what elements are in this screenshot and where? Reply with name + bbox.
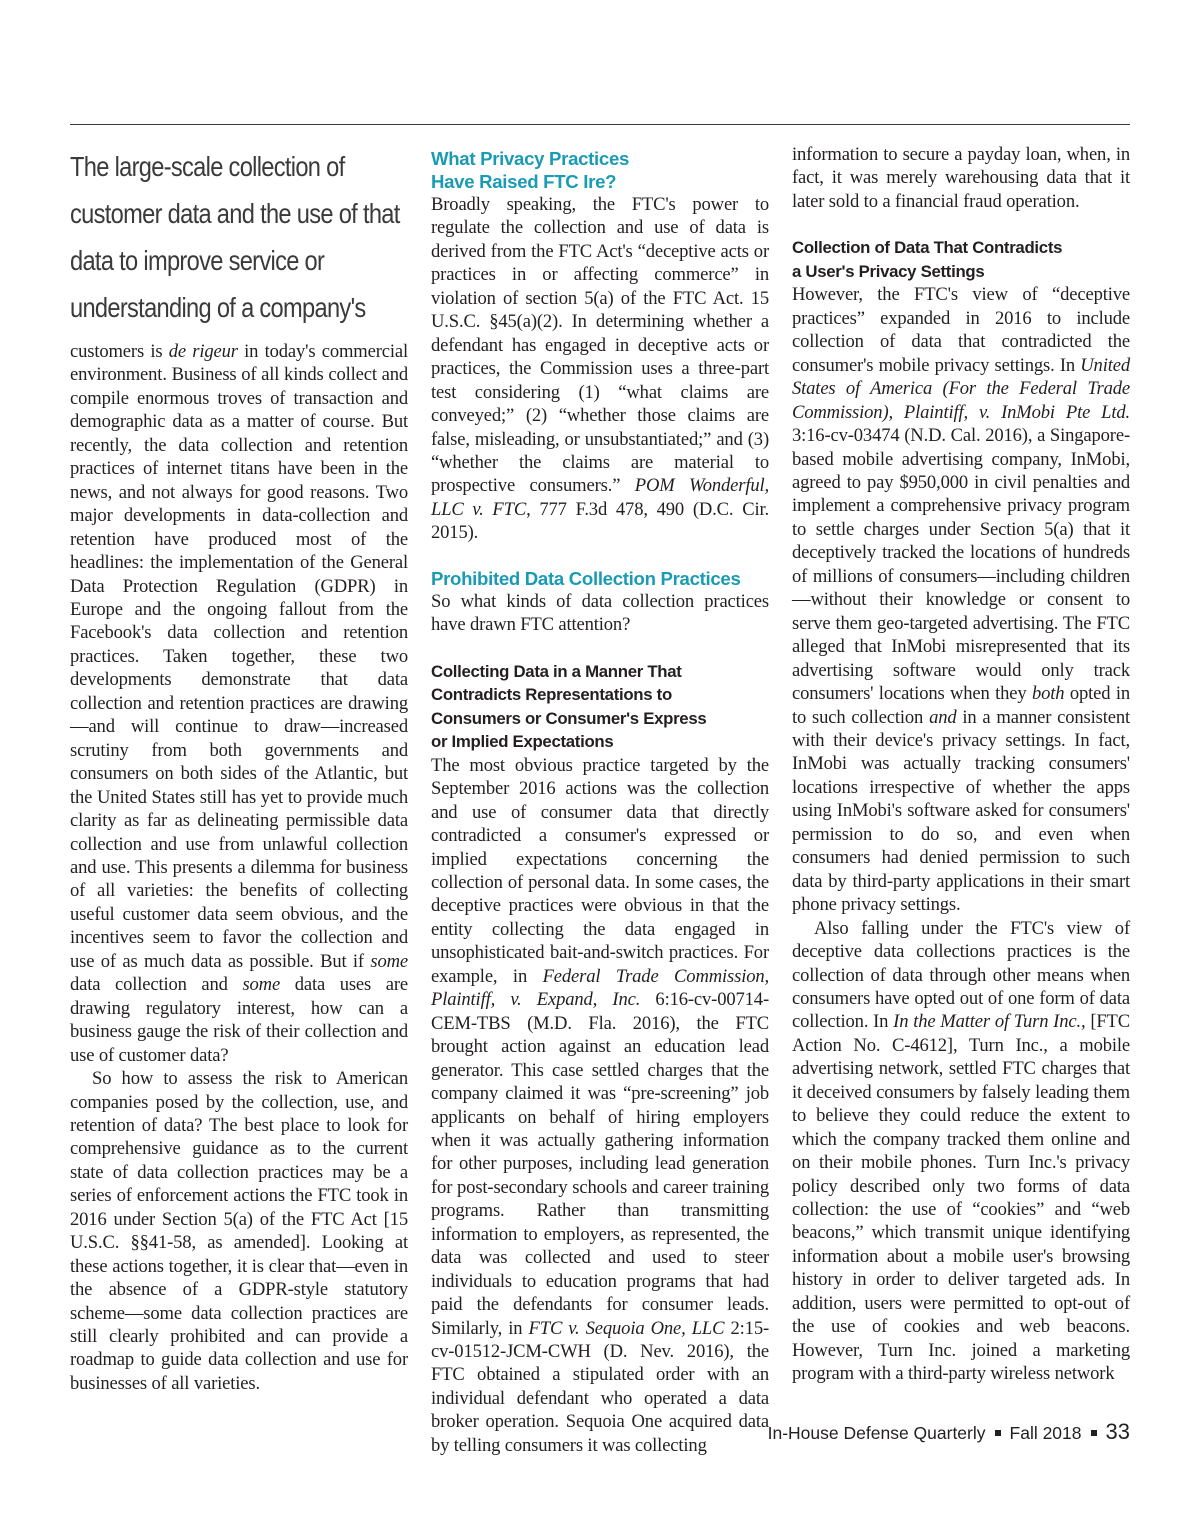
page-number: 33: [1105, 1419, 1130, 1444]
ftc-power-paragraph: Broadly speaking, the FTC's power to regulate the collection and use of data is derived from the FTC Act's “deceptive acts or practices in or affecting commerce” in violation of section 5(a) of the FTC Act. 15 U.S.C. §45(a)(2). In determining whether a defendant has engaged in deceptive acts or practices, the Commission uses a three-part test considering (1) “what claims are conveyed;” (2) “whether those claims are false, misleading, or unsubstantiated;” and (3) “whether the claims are material to prospective consumers.” POM Wonderful, LLC v. FTC, 777 F.3d 478, 490 (D.C. Cir. 2015).: [431, 194, 769, 544]
section-heading-privacy-practices: What Privacy Practices Have Raised FTC Ire?: [431, 148, 630, 192]
subheading-contradicts-representations: Collecting Data in a Manner That Contradicts Representations to Consumers or Consumer's Express or Implied Expectations: [431, 661, 707, 752]
column-2: [431, 147, 769, 1457]
square-bullet-icon: [995, 1430, 1001, 1436]
subheading-privacy-settings: Collection of Data That Contradicts a User's Privacy Settings: [792, 238, 1063, 281]
section-heading-prohibited-practices: Prohibited Data Collection Practices: [431, 567, 741, 589]
obvious-practice-paragraph: The most obvious practice targeted by the September 2016 actions was the collection and use of consumer data that directly contradicted a consumer's expressed or implied expectations concerning the collection of personal data. In some cases, the deceptive practices were obvious in that the entity collecting the data engaged in unsophisticated bait-and-switch practices. For example, in Federal Trade Commission, Plaintiff, v. Expand, Inc. 6:16-cv-00714-CEM-TBS (M.D. Fla. 2016), the FTC brought action against an education lead generator. This case settled charges that the company claimed it was “pre-screening” job applicants on behalf of hiring employers when it was actually gathering information for other purposes, including lead generation for post-secondary schools and career training programs. Rather than transmitting information to employers, as represented, the data was collected and used to steer individuals to education programs that had paid the defendants for consumer leads. Similarly, in FTC v. Sequoia One, LLC 2:15-cv-01512-JCM-CWH (D. Nev. 2016), the FTC obtained a stipulated order with an individual defendant who operated a data broker operation. Sequoia One acquired data by telling consumers it was collecting: [431, 754, 770, 1456]
risk-paragraph: So how to assess the risk to American companies posed by the collection, use, and retention of data? The best place to look for comprehensive guidance as to the current state of data collection practices may be a series of enforcement actions the FTC took in 2016 under Section 5(a) of the FTC Act [15 U.S.C. §§41-58, as amended]. Looking at these actions together, it is clear that—even in the absence of a GDPR-style statutory scheme—some data collection practices are still clearly prohibited and can provide a roadmap to guide data collection and use for businesses of all varieties.: [70, 1068, 408, 1394]
column-1: [70, 143, 408, 1395]
square-bullet-icon: [1091, 1430, 1097, 1436]
issue-label: Fall 2018: [1009, 1423, 1082, 1443]
intro-paragraph: customers is de rigeur in today's commercial environment. Business of all kinds collect and compile enormous troves of transaction and demographic data as a matter of course. But recently, the data collection and retention practices of internet titans have been in the news, and not always for good reasons. Two major developments in data-collection and retention have produced most of the headlines: the implementation of the General Data Protection Regulation (GDPR) in Europe and the ongoing fallout from the Facebook's data collection and retention practices. Taken together, these two developments demonstrate that data collection and retention practices are drawing—and will continue to draw—increased scrutiny from both governments and consumers on both sides of the Atlantic, but the United States still has yet to provide much clarity as far as delineating permissible data collection and use from unlawful collection and use. This presents a dilemma for business of all varieties: the benefits of collecting useful customer data seem obvious, and the incentives seem to favor the collection and use of as much data as possible. But if some data collection and some data uses are drawing regulatory interest, how can a business gauge the risk of their collection and use of customer data?: [70, 341, 408, 1066]
page-footer: [768, 1419, 1130, 1445]
column-3: [792, 143, 1130, 1386]
payday-loan-paragraph: information to secure a payday loan, when, in fact, it was merely warehousing data that it later sold to a financial fraud operation.: [792, 144, 1130, 212]
inmobi-paragraph: However, the FTC's view of “deceptive practices” expanded in 2016 to include collection of data that contradicted the consumer's mobile privacy settings. In United States of America (For the Federal Trade Commission), Plaintiff, v. InMobi Pte Ltd. 3:16-cv-03474 (N.D. Cal. 2016), a Singapore-based mobile advertising company, InMobi, agreed to pay $950,000 in civil penalties and implement a comprehensive privacy program to settle charges under Section 5(a) that it deceptively tracked the locations of hundreds of millions of consumers—including children—without their knowledge or consent to serve them geo-targeted advertising. The FTC alleged that InMobi misrepresented that its advertising software would only track consumers' locations when they both opted in to such collection and in a manner consistent with their device's privacy settings. In fact, InMobi was actually tracking consumers' locations irrespective of whether the apps using InMobi's software asked for consumers' permission to do so, and even when consumers had denied permission to such data by third-party applications in their smart phone privacy settings.: [792, 284, 1130, 916]
pull-quote: The large-scale collection of customer data and the use of that data to improve service or understanding of a company's: [70, 151, 400, 323]
turn-inc-paragraph: Also falling under the FTC's view of deceptive data collections practices is the collection of data through other means when consumers have opted out of one form of data collection. In In the Matter of Turn Inc., [FTC Action No. C-4612], Turn Inc., a mobile advertising network, settled FTC charges that it deceived consumers by falsely leading them to believe they could reduce the extent to which the company tracked them online and on their mobile phones. Turn Inc.'s privacy policy described only two forms of data collection: the use of “cookies” and “web beacons,” which transmit unique identifying information about a mobile user's browsing history in order to deliver targeted ads. In addition, users were permitted to opt-out of the use of cookies and web beacons. However, Turn Inc. joined a marketing program with a third-party wireless network: [792, 917, 1131, 1385]
top-rule: [70, 124, 1130, 125]
publication-name: In-House Defense Quarterly: [767, 1423, 986, 1443]
prohibited-intro-paragraph: So what kinds of data collection practices have drawn FTC attention?: [431, 590, 769, 636]
